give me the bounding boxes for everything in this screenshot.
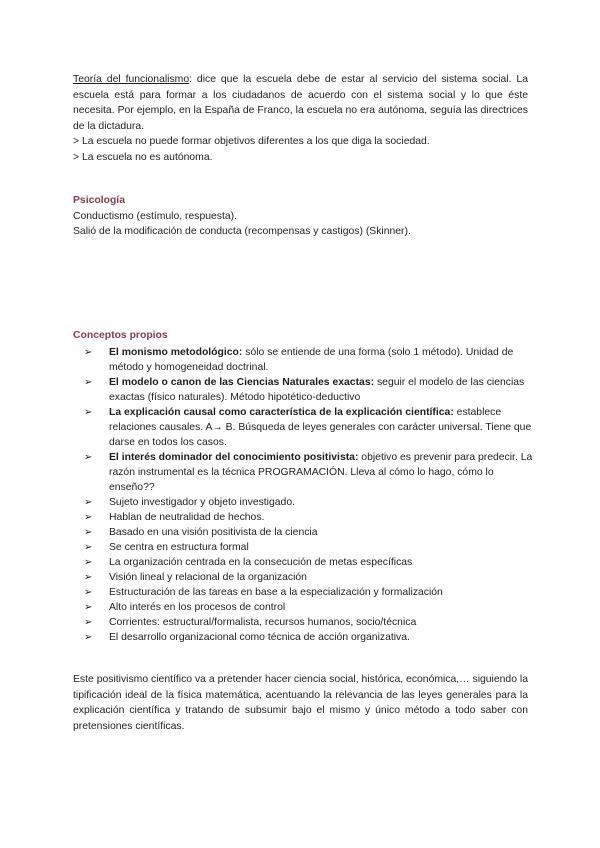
arrow-bullet-icon: ➢ [84, 542, 93, 553]
list-item [73, 600, 533, 615]
conceptos-section [73, 328, 533, 645]
item-text: seguir el modelo de las ciencias exactas (físico naturales). Método hipotético-deductivo [109, 377, 525, 403]
item-text: sólo se entiende de una forma (solo 1 método). Unidad de método y homogeneidad doctrinal. [109, 347, 514, 373]
list-item [73, 630, 533, 645]
arrow-bullet-icon: ➢ [84, 512, 93, 523]
psicologia-section [73, 193, 411, 240]
arrow-bullet-icon: ➢ [84, 572, 93, 583]
list-item [73, 615, 533, 630]
intro-term: Teoría del funcionalismo [73, 74, 190, 85]
list-item [73, 570, 533, 585]
item-text: Basado en una visión positivista de la ciencia [109, 527, 318, 538]
arrow-bullet-icon: ➢ [84, 407, 93, 418]
arrow-bullet-icon: ➢ [84, 452, 93, 463]
intro-section [73, 72, 528, 166]
psicologia-heading: Psicología [73, 195, 125, 206]
intro-paragraph [73, 72, 528, 134]
item-text: Se centra en estructura formal [109, 542, 249, 553]
intro-point: > La escuela no puede formar objetivos diferentes a los que diga la sociedad. [73, 136, 430, 148]
arrow-bullet-icon: ➢ [84, 587, 93, 598]
list-item [73, 525, 533, 540]
item-text: objetivo es prevenir para predecir. La razón instrumental es la técnica PROGRAMACIÓN. Lleva al cómo lo hago, cómo lo enseño?? [109, 452, 533, 493]
item-text: Alto interés en los procesos de control [109, 602, 286, 613]
list-item [73, 375, 533, 405]
list-item [73, 510, 533, 525]
conceptos-heading: Conceptos propios [73, 330, 168, 341]
item-text: establece relaciones causales. A→ B. Búsqueda de leyes generales con carácter universal. Tiene que darse en todos los casos. [109, 407, 532, 448]
intro-point: > La escuela no es autónoma. [73, 151, 213, 163]
arrow-bullet-icon: ➢ [84, 632, 93, 643]
item-bold: El monismo metodológico: [109, 347, 243, 358]
arrow-bullet-icon: ➢ [84, 377, 93, 388]
psicologia-line: Conductismo (estímulo, respuesta). [73, 210, 238, 222]
item-text: Visión lineal y relacional de la organización [109, 572, 307, 583]
closing-paragraph: Este positivismo científico va a pretender hacer ciencia social, histórica, económica,… siguiendo la tipificación ideal de la física matemática, acentuando la relevancia de las leyes generales para la explicación científica y tratando de subsumir bajo el mismo y único método a todo saber con pretensiones científicas. [73, 674, 528, 732]
item-bold: La explicación causal como característica de la explicación científica: [109, 407, 454, 418]
item-text: Corrientes: estructural/formalista, recursos humanos, socio/técnica [109, 617, 417, 628]
item-bold: El interés dominador del conocimiento positivista: [109, 452, 359, 463]
list-item [73, 555, 533, 570]
list-item [73, 405, 533, 450]
arrow-bullet-icon: ➢ [84, 617, 93, 628]
list-item [73, 345, 533, 375]
psicologia-line: Salió de la modificación de conducta (recompensas y castigos) (Skinner). [73, 226, 411, 238]
item-bold: El modelo o canon de las Ciencias Naturales exactas: [109, 377, 375, 388]
intro-text: : dice que la escuela debe de estar al servicio del sistema social. La escuela está para formar a los ciudadanos de acuerdo con el sistema social y lo que éste necesita. Por ejemplo, en la España de Franco, la escuela no era autónoma, seguía las directrices de la dictadura. [73, 74, 528, 132]
arrow-bullet-icon: ➢ [84, 347, 93, 358]
item-text: La organización centrada en la consecución de metas específicas [109, 557, 413, 568]
item-text: Hablan de neutralidad de hechos. [109, 512, 265, 523]
arrow-bullet-icon: ➢ [84, 557, 93, 568]
arrow-bullet-icon: ➢ [84, 497, 93, 508]
list-item [73, 585, 533, 600]
arrow-bullet-icon: ➢ [84, 602, 93, 613]
arrow-bullet-icon: ➢ [84, 527, 93, 538]
item-text: Sujeto investigador y objeto investigado. [109, 497, 295, 508]
item-text: Estructuración de las tareas en base a la especialización y formalización [109, 587, 443, 598]
list-item [73, 495, 533, 510]
conceptos-list [73, 345, 533, 645]
item-text: El desarrollo organizacional como técnica de acción organizativa. [109, 632, 410, 643]
list-item [73, 540, 533, 555]
list-item [73, 450, 533, 495]
